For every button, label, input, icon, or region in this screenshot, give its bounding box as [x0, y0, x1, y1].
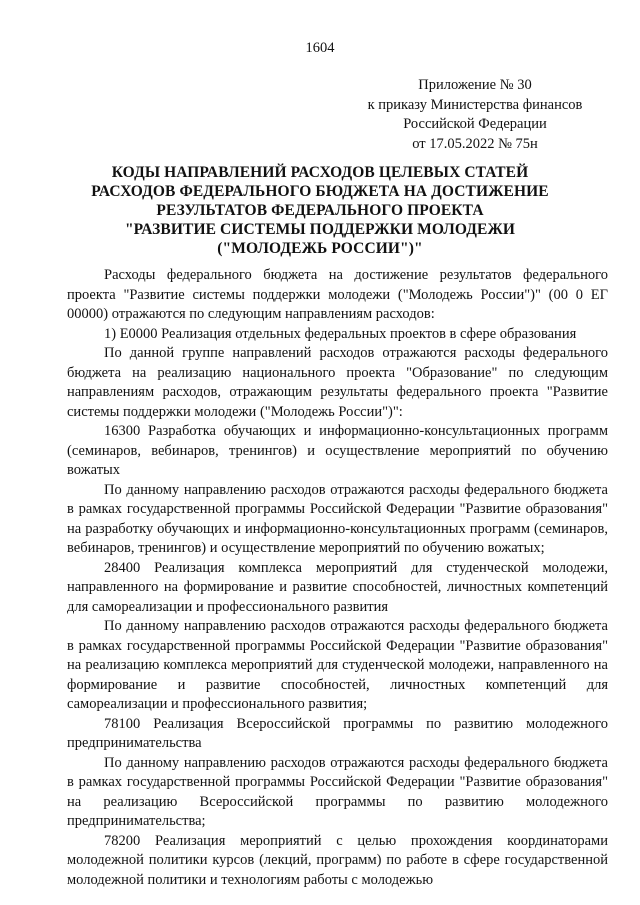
page-number: 1604	[305, 40, 335, 56]
title-line: "РАЗВИТИЕ СИСТЕМЫ ПОДДЕРЖКИ МОЛОДЕЖИ	[124, 221, 516, 238]
title-line: РАСХОДОВ ФЕДЕРАЛЬНОГО БЮДЖЕТА НА ДОСТИЖЕНИЕ	[91, 183, 549, 200]
body-paragraph: 28400 Реализация комплекса мероприятий для студенческой молодежи, направленного на формирование и развитие способностей, личностных компетенций для самореализации и профессионального развития	[67, 559, 608, 615]
body-paragraph: 78100 Реализация Всероссийской программы по развитию молодежного предпринимательства	[67, 715, 608, 751]
appendix-line: Приложение № 30	[418, 77, 532, 93]
body-paragraph: По данному направлению расходов отражаются расходы федерального бюджета в рамках государственной программы Российской Федерации "Развитие образования" на реализацию Всероссийской программы по развитию молодежного предпринимательства;	[67, 754, 608, 829]
body-paragraph: Расходы федерального бюджета на достижение результатов федерального проекта "Развитие системы поддержки молодежи ("Молодежь России")" (00 0 ЕГ 00000) отражаются по следующим направлениям расходов:	[67, 267, 608, 322]
body-paragraph: По данному направлению расходов отражаются расходы федерального бюджета в рамках государственной программы Российской Федерации "Развитие образования" на разработку обучающих и информационно-консультационных программ (семинаров, вебинаров, тренингов) и осуществление мероприятий по обучению вожатых;	[67, 481, 608, 556]
title-line: РЕЗУЛЬТАТОВ ФЕДЕРАЛЬНОГО ПРОЕКТА	[156, 202, 484, 219]
title-line: КОДЫ НАПРАВЛЕНИЙ РАСХОДОВ ЦЕЛЕВЫХ СТАТЕЙ	[111, 164, 529, 181]
body-paragraph: 78200 Реализация мероприятий с целью прохождения координаторами молодежной политики курсов (лекций, программ) по работе в сфере государственной молодежной политики и технологиям работы с молодежью	[67, 832, 608, 888]
body-paragraph: 16300 Разработка обучающих и информационно-консультационных программ (семинаров, вебинаров, тренингов) и осуществление мероприятий по обучению вожатых	[67, 423, 608, 478]
body-paragraph: 1) Е0000 Реализация отдельных федеральных проектов в сфере образования	[104, 325, 577, 342]
appendix-header	[340, 76, 610, 154]
appendix-line: к приказу Министерства финансов	[367, 96, 583, 113]
document-title	[60, 163, 580, 258]
appendix-line: от 17.05.2022 № 75н	[412, 135, 538, 152]
title-line: ("МОЛОДЕЖЬ РОССИИ")"	[217, 240, 423, 257]
body-paragraph: По данному направлению расходов отражаются расходы федерального бюджета в рамках государственной программы Российской Федерации "Развитие образования" на реализацию комплекса мероприятий для студенческой молодежи, направленного на формирование и развитие способностей, личностных компетенций для самореализации и профессионального развития;	[67, 618, 608, 712]
body-paragraph: По данной группе направлений расходов отражаются расходы федерального бюджета на реализацию национального проекта "Образование" по следующим направлениям расходов, отражающим результаты федерального проекта "Развитие системы поддержки молодежи ("Молодежь России")":	[67, 345, 608, 420]
document-body	[67, 266, 608, 890]
appendix-line: Российской Федерации	[403, 116, 547, 132]
